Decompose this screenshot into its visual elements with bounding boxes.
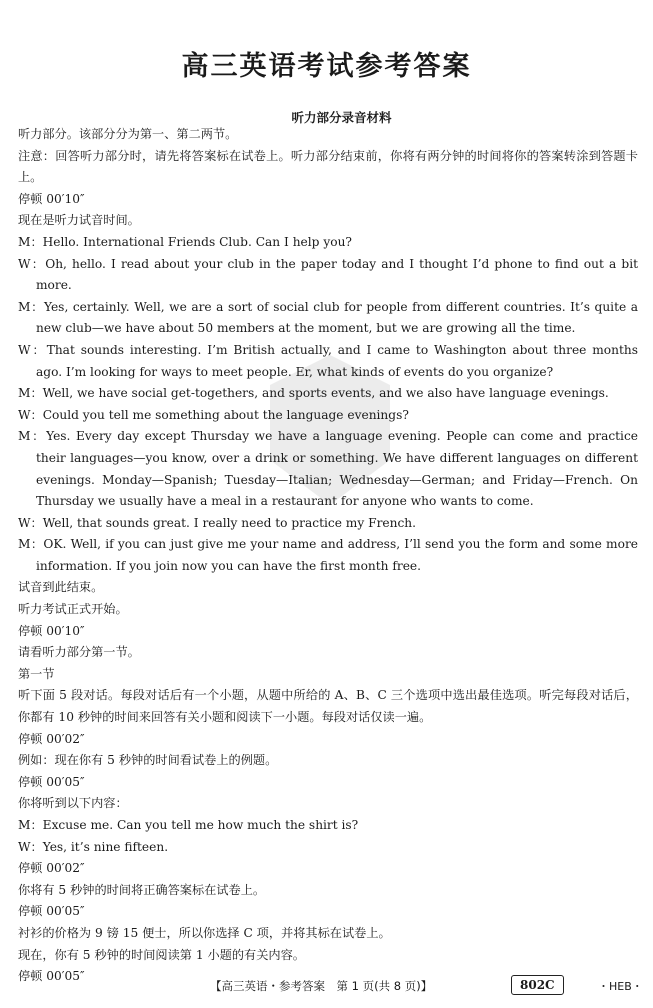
footer-exam-code: 802C	[511, 975, 564, 995]
transcript-line: 听下面 5 段对话。每段对话后有一个小题，从题中所给的 A、B、C 三个选项中选出最佳选项。听完每段对话后，你都有 10 秒钟的时间来回答有关小题和阅读下一小题。每段对话仅读一遍。	[18, 688, 638, 725]
section-subtitle: 听力部分录音材料	[291, 110, 392, 125]
transcript-line: M：Well, we have social get-togethers, and sports events, and we also have language evenings.	[18, 386, 609, 401]
transcript-line: 停顿 00′02″	[18, 731, 85, 746]
transcript-line: M：OK. Well, if you can just give me your name and address, I’ll send you the form and some more information. If you join now you can have the first month free.	[18, 537, 638, 573]
transcript-line: 注意：回答听力部分时，请先将答案标在试卷上。听力部分结束前，你将有两分钟的时间将你的答案转涂到答题卡上。	[18, 148, 638, 185]
transcript-line: M：Hello. International Friends Club. Can I help you?	[18, 234, 352, 249]
transcript-line: M：Excuse me. Can you tell me how much the shirt is?	[18, 818, 359, 832]
transcript-line: 第一节	[18, 666, 55, 681]
transcript-line: 现在是听力试音时间。	[18, 213, 140, 228]
transcript-line: 现在，你有 5 秒钟的时间阅读第 1 小题的有关内容。	[18, 947, 305, 962]
transcript-line: 衬衫的价格为 9 镑 15 便士，所以你选择 C 项，并将其标在试卷上。	[18, 925, 391, 940]
transcript-line: 停顿 00′02″	[18, 861, 85, 876]
transcript-line: W：Well, that sounds great. I really need to practice my French.	[18, 515, 417, 530]
page-footer	[0, 975, 653, 997]
document-title: 高三英语考试参考答案	[181, 51, 472, 82]
transcript-line: 停顿 00′05″	[18, 904, 85, 919]
transcript-line: W：That sounds interesting. I’m British actually, and I came to Washington about three months ago. I’m looking for ways to meet people. Er, what kinds of events do you organize?	[18, 342, 638, 379]
transcript-line: W：Could you tell me something about the language evenings?	[18, 407, 409, 422]
transcript-line: 听力部分。该部分分为第一、第二两节。	[18, 127, 238, 141]
footer-brand: ・HEB・	[598, 980, 643, 993]
transcript-line: 停顿 00′10″	[18, 191, 85, 206]
transcript-line: 试音到此结束。	[18, 580, 104, 595]
transcript-body	[18, 124, 638, 988]
footer-page-info: 【高三英语・参考答案 第 1 页(共 8 页)】	[210, 979, 433, 993]
transcript-line: 你将听到以下内容：	[18, 796, 128, 811]
transcript-line: W：Oh, hello. I read about your club in the paper today and I thought I’d phone to find out a bit more.	[18, 256, 638, 293]
transcript-line: 请看听力部分第一节。	[18, 645, 140, 660]
transcript-line: 例如：现在你有 5 秒钟的时间看试卷上的例题。	[18, 753, 278, 768]
transcript-line: M：Yes. Every day except Thursday we have a language evening. People can come and practice their languages—you know, over a drink or something. We have different languages on different evenings. Monday—Spanish; Tuesday—Italian; Wednesday—German; and Friday—French. On Thursday we usually have a meal in a restaurant for anyone who wants to come.	[18, 429, 638, 509]
transcript-line: W：Yes, it’s nine fifteen.	[18, 839, 169, 854]
transcript-line: 停顿 00′05″	[18, 969, 85, 984]
transcript-line: 停顿 00′05″	[18, 774, 85, 789]
transcript-line: 你将有 5 秒钟的时间将正确答案标在试卷上。	[18, 882, 266, 897]
transcript-line: 停顿 00′10″	[18, 623, 85, 638]
transcript-line: 听力考试正式开始。	[18, 602, 128, 617]
transcript-line: M：Yes, certainly. Well, we are a sort of social club for people from different countries. It’s quite a new club—we have about 50 members at the moment, but we are growing all the time.	[18, 299, 638, 336]
